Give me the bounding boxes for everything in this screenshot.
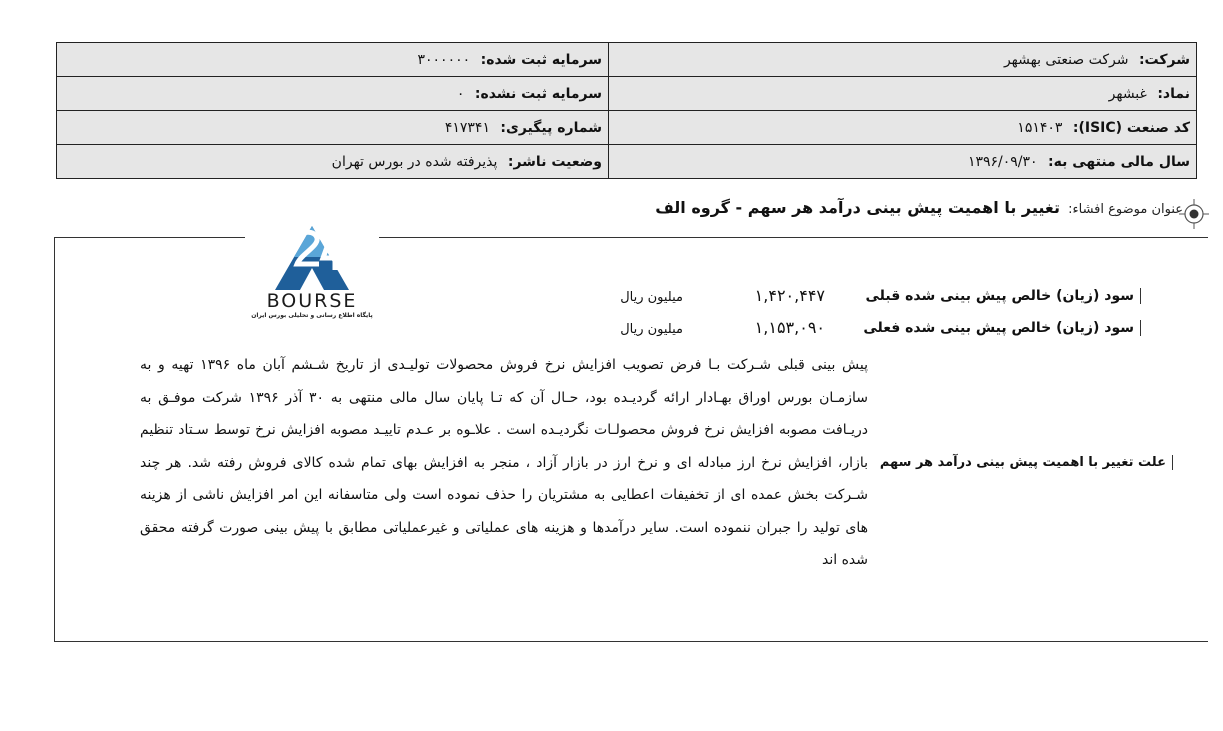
change-reason-label: علت تغییر با اهمیت پیش بینی درآمد هر سهم xyxy=(880,455,1173,470)
isic-value: ۱۵۱۴۰۳ xyxy=(1017,119,1063,136)
current-forecast-unit: میلیون ریال xyxy=(620,322,683,337)
fiscal-year-value: ۱۳۹۶/۰۹/۳۰ xyxy=(967,153,1038,170)
info-row xyxy=(57,43,1197,77)
unregistered-capital-cell xyxy=(57,77,609,111)
current-forecast-amount: ۱,۱۵۳,۰۹۰ xyxy=(754,318,825,337)
current-forecast-label: سود (زیان) خالص پیش بینی شده فعلی xyxy=(863,320,1141,336)
unregistered-capital-label: سرمایه ثبت نشده: xyxy=(474,85,602,102)
company-value: شرکت صنعتی بهشهر xyxy=(1003,51,1129,68)
disclosure-topic xyxy=(655,198,1183,217)
change-reason-text: پیش بینی قبلی شـرکت بـا فرض تصویب افزایش نرخ فروش محصولات تولیـدی از تاریخ شـشم آبان ماه ۱۳۹۶ تهیه و به سازمـان بورس اوراق بهـادار ارائه گردیـده بود، حـال آن که تـا پایان سال مالی منتهی به ۳۰ آذر ۱۳۹۶ شرکت موفـق به دریـافت مصوبه افزایش نرخ فروش محصولـات نگردیـده است . علاـوه بر عـدم تاییـد مصوبه افزایش نرخ توسط سـتاد تنظیم بازار، افزایش نرخ ارز مبادله ای و نرخ ارز در بازار آزاد ، منجر به افزایش بهای تمام شده کالای فروش رفته شد. هر چند شـرکت بخش عمده ای از تخفیفات اعطایی به مشتریان را حذف نموده است ولی متاسفانه این امر افزایش ناشی از هزینه های تولید را جبران ننموده است. سایر درآمدها و هزینه های عملیاتی و غیرعملیاتی مطابق با پیش بینی صورت گرفته محقق شده اند xyxy=(140,357,868,568)
tracking-cell xyxy=(57,111,609,145)
topic-label: عنوان موضوع افشاء: xyxy=(1068,202,1183,217)
symbol-cell xyxy=(609,77,1197,111)
company-cell xyxy=(609,43,1197,77)
previous-forecast-unit: میلیون ریال xyxy=(620,290,683,305)
target-icon xyxy=(1179,199,1209,229)
symbol-label: نماد: xyxy=(1157,85,1190,102)
publisher-status-cell xyxy=(57,145,609,179)
info-row xyxy=(57,145,1197,179)
previous-forecast-amount: ۱,۴۲۰,۴۴۷ xyxy=(754,286,825,305)
topic-value: تغییر با اهمیت پیش بینی درآمد هر سهم - گروه الف xyxy=(655,198,1060,217)
fiscal-year-cell xyxy=(609,145,1197,179)
logo-wordmark: BOURSE xyxy=(266,290,358,312)
info-row xyxy=(57,111,1197,145)
publisher-status-label: وضعیت ناشر: xyxy=(507,153,602,170)
bourse-logo xyxy=(245,206,379,324)
symbol-value: غبشهر xyxy=(1108,85,1147,102)
tracking-label: شماره پیگیری: xyxy=(500,119,602,136)
registered-capital-cell xyxy=(57,43,609,77)
company-info-table xyxy=(56,42,1197,179)
publisher-status-value: پذیرفته شده در بورس تهران xyxy=(331,153,498,170)
isic-label: کد صنعت (ISIC): xyxy=(1072,119,1190,136)
registered-capital-label: سرمایه ثبت شده: xyxy=(480,51,602,68)
previous-forecast-label: سود (زیان) خالص پیش بینی شده قبلی xyxy=(866,288,1142,304)
logo-subtitle: پایگاه اطلاع رسانی و تحلیلی بورس ایران xyxy=(251,312,373,319)
unregistered-capital-value: ۰ xyxy=(456,85,465,102)
logo-emblem-icon xyxy=(245,206,379,290)
fiscal-year-label: سال مالی منتهی به: xyxy=(1048,153,1190,170)
info-row xyxy=(57,77,1197,111)
isic-cell xyxy=(609,111,1197,145)
tracking-value: ۴۱۷۳۴۱ xyxy=(444,119,490,136)
company-label: شرکت: xyxy=(1138,51,1190,68)
registered-capital-value: ۳۰۰۰۰۰۰ xyxy=(417,51,471,68)
